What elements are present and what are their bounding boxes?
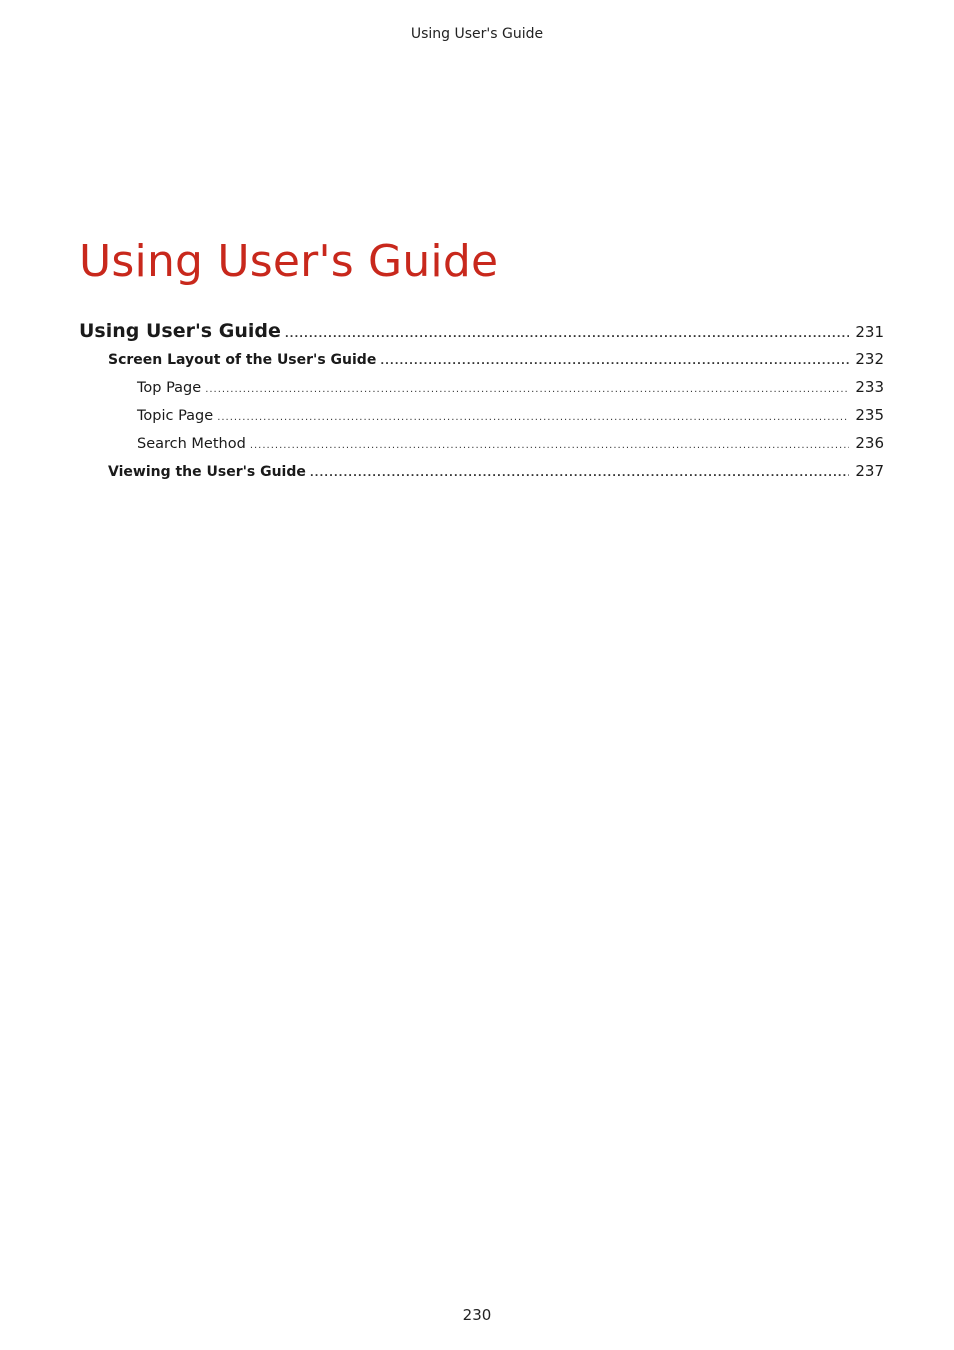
toc-entry-search-method[interactable]: [79, 434, 884, 462]
toc-entry-topic-page[interactable]: [79, 406, 884, 434]
toc-entry-label: Top Page: [137, 380, 202, 396]
dot-leader: [380, 356, 849, 367]
dot-leader: [217, 412, 849, 423]
toc-entry-using-users-guide[interactable]: [79, 320, 884, 348]
toc-entry-page: 232: [855, 350, 884, 368]
toc-entry-top-page[interactable]: [79, 378, 884, 406]
toc-entry-screen-layout[interactable]: [79, 350, 884, 378]
dot-leader: [310, 468, 849, 479]
toc-entry-label: Using User's Guide: [79, 320, 281, 342]
toc-entry-page: 236: [855, 434, 884, 452]
toc-entry-label: Topic Page: [137, 408, 214, 424]
toc-entry-label: Viewing the User's Guide: [108, 464, 306, 480]
table-of-contents: [79, 320, 884, 490]
dot-leader: [250, 440, 850, 451]
toc-entry-label: Screen Layout of the User's Guide: [108, 352, 377, 368]
running-header: Using User's Guide: [410, 26, 544, 42]
toc-entry-page: 233: [855, 378, 884, 396]
toc-entry-label: Search Method: [137, 436, 246, 452]
toc-entry-page: 231: [855, 323, 884, 341]
chapter-title: Using User's Guide: [79, 236, 499, 287]
page-number: 230: [462, 1306, 492, 1324]
toc-entry-page: 235: [855, 406, 884, 424]
dot-leader: [285, 329, 850, 340]
toc-entry-viewing-users-guide[interactable]: [79, 462, 884, 490]
dot-leader: [205, 384, 849, 395]
toc-entry-page: 237: [855, 462, 884, 480]
